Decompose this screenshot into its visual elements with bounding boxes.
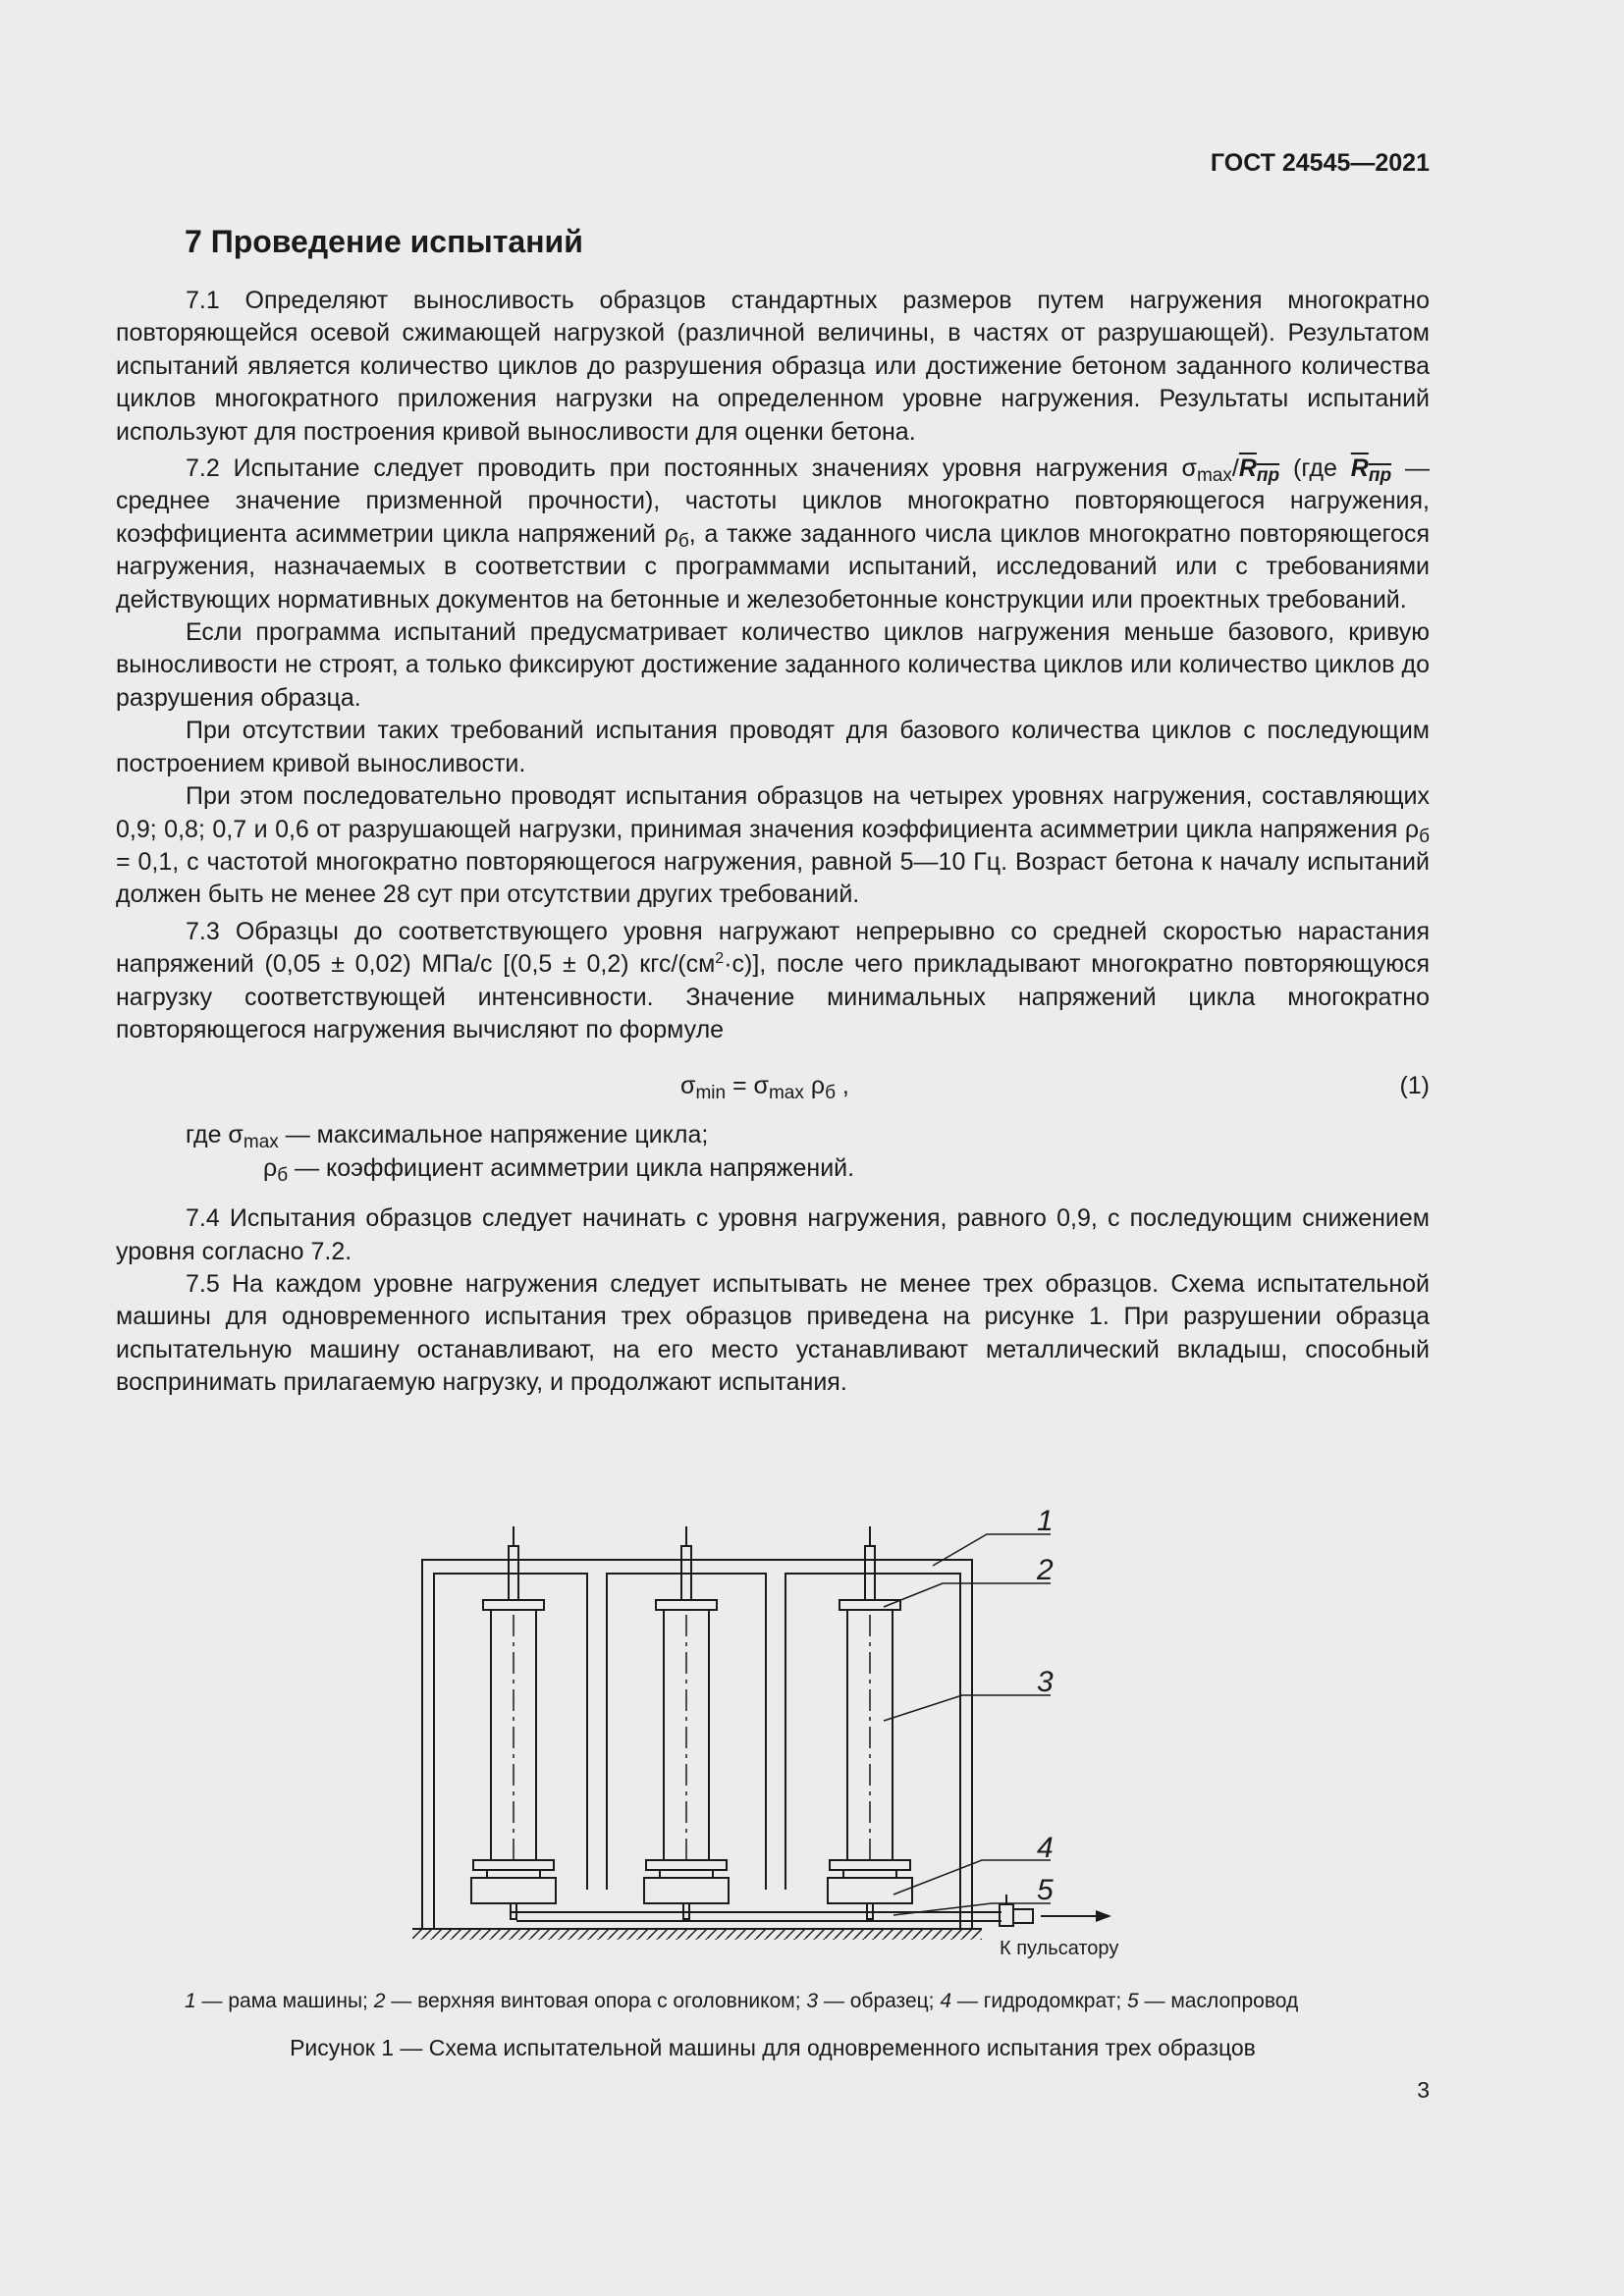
paragraph-if-program: Если программа испытаний предусматривает количество циклов нагружения меньше базового, кривую выносливости не строят, а только фиксируют достижение заданного количества циклов или количество циклов до разрушения образца.: [116, 618, 1430, 712]
paragraph-7-5: 7.5 На каждом уровне нагружения следует испытывать не менее трех образцов. Схема испытательной машины для одновременного испытания трех образцов приведена на рисунке 1. При разрушении образца испытательную машину останавливают, на его место устанавливают металлический вкладыш, способный воспринимать прилагаемую нагрузку, и продолжают испытания.: [116, 1269, 1430, 1397]
ground: [412, 1929, 982, 1940]
machine-frame: [422, 1560, 972, 1929]
callout-numbers: [1036, 1505, 1054, 1906]
formula: $\sigma_{min} = \sigma_{max}$ $\rho_б$ ,: [680, 1072, 849, 1104]
callout-leaders: [884, 1534, 1051, 1915]
paragraph-sequence: При этом последовательно проводят испытания образцов на четырех уровнях нагружения, составляющих 0,9; 0,8; 0,7 и 0,6 от разрушающей нагрузки, принимая значения коэффициента асимметрии цикла напряжения $\rho_б = 0,1$, с частотой многократно повторяющегося нагружения, равной 5—10 Гц. Возраст бетона к началу испытаний должен быть не менее 28 сут при отсутствии других требований.: [116, 782, 1430, 909]
callout-4: 4: [1037, 1832, 1054, 1864]
section-title: 7 Проведение испытаний: [185, 224, 583, 259]
formula-row: [116, 1064, 1430, 1119]
page-number: 3: [1417, 2077, 1430, 2103]
callout-1: 1: [1037, 1505, 1054, 1537]
figure-caption: Рисунок 1 — Схема испытательной машины для одновременного испытания трех образцов: [290, 2035, 1256, 2060]
pulsator-label: К пульсатору: [1000, 1938, 1119, 1958]
station-3: [828, 1526, 912, 1919]
figure-legend: 1 — рама машины; 2 — верхняя винтовая опора с оголовником; 3 — образец; 4 — гидродомкрат; 5 — маслопровод: [185, 1990, 1299, 2012]
callout-3: 3: [1037, 1666, 1054, 1698]
test-machine-figure: [393, 1487, 1159, 1958]
prism-strength-symbol: $R_{пр}$: [1238, 454, 1280, 487]
paragraph-absence: При отсутствии таких требований испытания проводят для базового количества циклов с последующим построением кривой выносливости.: [116, 717, 1430, 777]
oil-pipeline: [511, 1895, 1111, 1926]
station-2: [644, 1526, 729, 1919]
prism-strength-symbol-2: $R_{пр}$: [1350, 454, 1392, 487]
formula-number: (1): [1399, 1072, 1430, 1100]
where-rho: $\rho_б$ — коэффициент асимметрии цикла напряжений.: [263, 1153, 855, 1186]
body-text: [116, 285, 1430, 1400]
paragraph-7-2: 7.2 Испытание следует проводить при постоянных значениях уровня нагружения $\sigma_{max}/R_{пр}$ (где $R_{пр}$ — среднее значение призменной прочности), частоты циклов многократно повторяющегося нагружения, коэффициента асимметрии цикла напряжений $\rho_б$, а также заданного числа циклов многократно повторяющегося нагружения, назначаемых в соответствии с программами испытаний, исследований или с требованиями действующих нормативных документов на бетонные и железобетонные конструкции или проектных требований.: [116, 454, 1431, 614]
paragraph-7-4: 7.4 Испытания образцов следует начинать с уровня нагружения, равного 0,9, с последующим снижением уровня согласно 7.2.: [116, 1204, 1430, 1265]
paragraph-7-3: 7.3 Образцы до соответствующего уровня нагружают непрерывно со средней скоростью нарастания напряжений (0,05 ± 0,02) МПа/с [(0,5 ± 0,2) кгс/$(см^2\cdot с)$], после чего прикладывают многократно повторяющуюся нагрузку соответствующей интенсивности. Значение минимальных напряжений цикла многократно повторяющегося нагружения вычисляют по формуле: [116, 917, 1430, 1043]
callout-5: 5: [1037, 1874, 1054, 1906]
where-sigma: где $\sigma_{max}$ — максимальное напряжение цикла;: [186, 1121, 709, 1153]
station-1: [471, 1526, 556, 1919]
callout-2: 2: [1037, 1554, 1054, 1586]
standard-code: ГОСТ 24545—2021: [1210, 149, 1430, 177]
paragraph-7-1: 7.1 Определяют выносливость образцов стандартных размеров путем нагружения многократно повторяющейся осевой сжимающей нагрузкой (различной величины, в частях от разрушающей). Результатом испытаний является количество циклов до разрушения образца или достижение бетоном заданного количества циклов многократного приложения нагрузки на определенном уровне нагружения. Результаты испытаний используют для построения кривой выносливости для оценки бетона.: [116, 287, 1430, 446]
